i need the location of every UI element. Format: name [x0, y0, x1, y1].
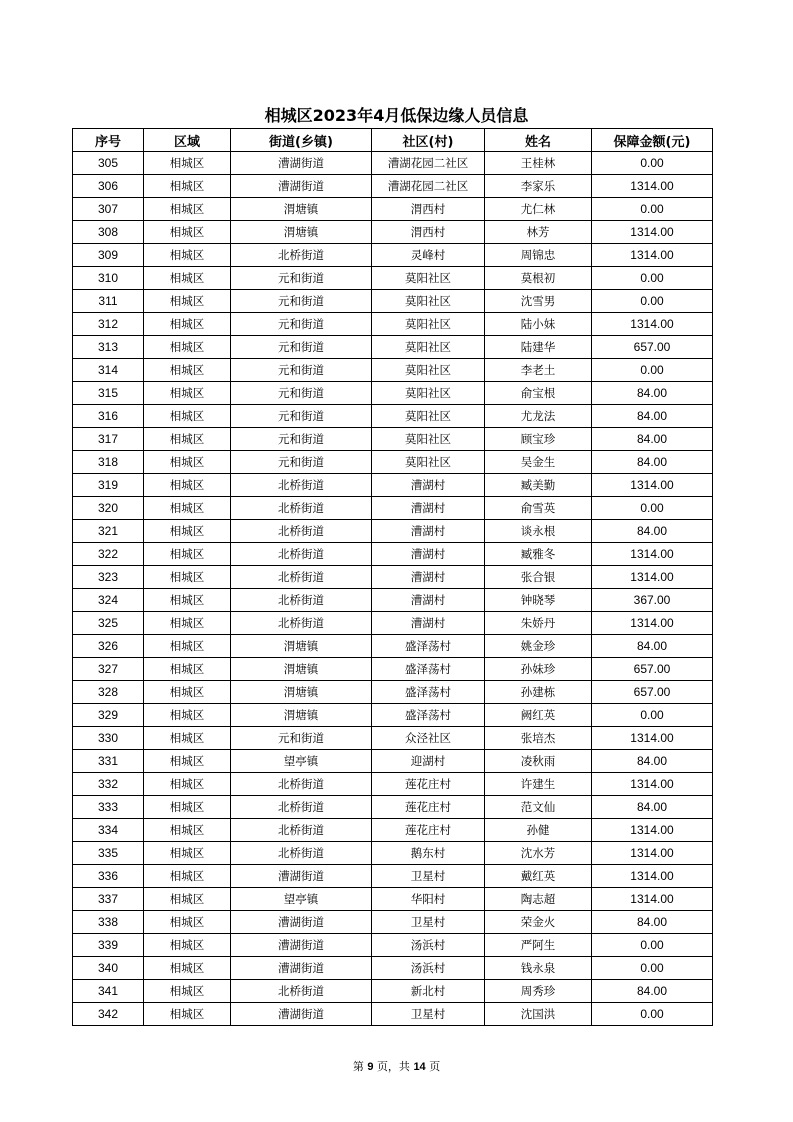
cell-index: 305	[73, 152, 144, 175]
cell-region: 相城区	[144, 152, 231, 175]
cell-index: 332	[73, 773, 144, 796]
table-row	[73, 865, 713, 888]
cell-street: 元和街道	[231, 359, 372, 382]
cell-community: 莫阳社区	[372, 428, 485, 451]
cell-community: 莫阳社区	[372, 405, 485, 428]
table-header-row	[73, 129, 713, 152]
cell-region: 相城区	[144, 842, 231, 865]
table-row	[73, 842, 713, 865]
cell-index: 336	[73, 865, 144, 888]
footer-middle: 页，共	[376, 1060, 410, 1073]
cell-amount: 1314.00	[592, 566, 713, 589]
table-row	[73, 819, 713, 842]
cell-amount: 84.00	[592, 520, 713, 543]
cell-region: 相城区	[144, 957, 231, 980]
cell-street: 元和街道	[231, 727, 372, 750]
cell-amount: 1314.00	[592, 313, 713, 336]
cell-name: 姚金珍	[485, 635, 592, 658]
cell-amount: 1314.00	[592, 773, 713, 796]
cell-region: 相城区	[144, 543, 231, 566]
cell-index: 338	[73, 911, 144, 934]
cell-name: 孙健	[485, 819, 592, 842]
cell-amount: 84.00	[592, 405, 713, 428]
cell-community: 莫阳社区	[372, 336, 485, 359]
cell-name: 李家乐	[485, 175, 592, 198]
table-row	[73, 750, 713, 773]
cell-community: 漕湖花园二社区	[372, 175, 485, 198]
cell-index: 309	[73, 244, 144, 267]
footer-prefix: 第	[352, 1060, 364, 1073]
cell-amount: 1314.00	[592, 175, 713, 198]
cell-index: 334	[73, 819, 144, 842]
table-row	[73, 474, 713, 497]
cell-street: 望亭镇	[231, 888, 372, 911]
cell-street: 漕湖街道	[231, 152, 372, 175]
table-row	[73, 612, 713, 635]
table-row	[73, 773, 713, 796]
cell-amount: 1314.00	[592, 543, 713, 566]
cell-index: 330	[73, 727, 144, 750]
cell-region: 相城区	[144, 911, 231, 934]
cell-community: 卫星村	[372, 911, 485, 934]
table-row	[73, 1003, 713, 1026]
table-row	[73, 244, 713, 267]
cell-amount: 84.00	[592, 428, 713, 451]
cell-street: 渭塘镇	[231, 635, 372, 658]
cell-region: 相城区	[144, 290, 231, 313]
cell-amount: 84.00	[592, 750, 713, 773]
table-row	[73, 221, 713, 244]
cell-community: 众泾社区	[372, 727, 485, 750]
cell-street: 北桥街道	[231, 980, 372, 1003]
header-amount: 保障金额(元)	[592, 129, 713, 152]
cell-name: 阙红英	[485, 704, 592, 727]
cell-amount: 1314.00	[592, 474, 713, 497]
cell-community: 莲花庄村	[372, 773, 485, 796]
cell-amount: 0.00	[592, 290, 713, 313]
cell-amount: 0.00	[592, 957, 713, 980]
cell-street: 北桥街道	[231, 474, 372, 497]
table-row	[73, 290, 713, 313]
cell-region: 相城区	[144, 635, 231, 658]
cell-amount: 84.00	[592, 635, 713, 658]
cell-community: 华阳村	[372, 888, 485, 911]
table-row	[73, 336, 713, 359]
cell-name: 周秀珍	[485, 980, 592, 1003]
table-row	[73, 405, 713, 428]
cell-name: 李老土	[485, 359, 592, 382]
cell-region: 相城区	[144, 428, 231, 451]
cell-region: 相城区	[144, 704, 231, 727]
page-footer	[0, 1058, 793, 1074]
cell-index: 341	[73, 980, 144, 1003]
cell-street: 漕湖街道	[231, 865, 372, 888]
cell-name: 顾宝珍	[485, 428, 592, 451]
cell-community: 灵峰村	[372, 244, 485, 267]
cell-street: 渭塘镇	[231, 198, 372, 221]
cell-index: 316	[73, 405, 144, 428]
cell-community: 漕湖村	[372, 543, 485, 566]
cell-name: 臧美勤	[485, 474, 592, 497]
cell-name: 张合银	[485, 566, 592, 589]
cell-street: 漕湖街道	[231, 934, 372, 957]
cell-region: 相城区	[144, 1003, 231, 1026]
table-row	[73, 198, 713, 221]
cell-index: 321	[73, 520, 144, 543]
cell-region: 相城区	[144, 796, 231, 819]
header-region: 区域	[144, 129, 231, 152]
cell-index: 314	[73, 359, 144, 382]
cell-region: 相城区	[144, 244, 231, 267]
cell-community: 漕湖村	[372, 589, 485, 612]
table-row	[73, 152, 713, 175]
cell-amount: 84.00	[592, 451, 713, 474]
cell-street: 北桥街道	[231, 589, 372, 612]
cell-index: 319	[73, 474, 144, 497]
cell-community: 新北村	[372, 980, 485, 1003]
cell-amount: 1314.00	[592, 865, 713, 888]
cell-index: 339	[73, 934, 144, 957]
cell-region: 相城区	[144, 980, 231, 1003]
cell-amount: 84.00	[592, 911, 713, 934]
table-row	[73, 957, 713, 980]
cell-index: 320	[73, 497, 144, 520]
cell-index: 322	[73, 543, 144, 566]
cell-index: 310	[73, 267, 144, 290]
cell-street: 元和街道	[231, 267, 372, 290]
cell-amount: 0.00	[592, 497, 713, 520]
cell-region: 相城区	[144, 773, 231, 796]
cell-street: 渭塘镇	[231, 704, 372, 727]
cell-index: 312	[73, 313, 144, 336]
cell-region: 相城区	[144, 474, 231, 497]
cell-index: 331	[73, 750, 144, 773]
cell-name: 钟晓琴	[485, 589, 592, 612]
cell-index: 327	[73, 658, 144, 681]
cell-street: 渭塘镇	[231, 658, 372, 681]
cell-street: 元和街道	[231, 336, 372, 359]
cell-street: 北桥街道	[231, 773, 372, 796]
cell-name: 戴红英	[485, 865, 592, 888]
cell-region: 相城区	[144, 612, 231, 635]
footer-suffix: 页	[429, 1060, 441, 1073]
table-row	[73, 451, 713, 474]
cell-region: 相城区	[144, 359, 231, 382]
cell-amount: 84.00	[592, 796, 713, 819]
cell-index: 318	[73, 451, 144, 474]
cell-index: 340	[73, 957, 144, 980]
cell-name: 张培杰	[485, 727, 592, 750]
table-row	[73, 658, 713, 681]
cell-amount: 657.00	[592, 658, 713, 681]
cell-amount: 0.00	[592, 934, 713, 957]
cell-index: 307	[73, 198, 144, 221]
cell-amount: 657.00	[592, 681, 713, 704]
cell-index: 311	[73, 290, 144, 313]
cell-amount: 84.00	[592, 382, 713, 405]
cell-region: 相城区	[144, 497, 231, 520]
cell-amount: 0.00	[592, 198, 713, 221]
cell-region: 相城区	[144, 520, 231, 543]
table-row	[73, 589, 713, 612]
table-row	[73, 635, 713, 658]
cell-street: 北桥街道	[231, 566, 372, 589]
cell-amount: 1314.00	[592, 842, 713, 865]
cell-street: 漕湖街道	[231, 175, 372, 198]
table-row	[73, 727, 713, 750]
cell-name: 周锦忠	[485, 244, 592, 267]
cell-community: 漕湖村	[372, 520, 485, 543]
cell-amount: 1314.00	[592, 612, 713, 635]
cell-name: 臧雅冬	[485, 543, 592, 566]
cell-street: 北桥街道	[231, 520, 372, 543]
table-row	[73, 497, 713, 520]
cell-community: 莫阳社区	[372, 451, 485, 474]
cell-index: 335	[73, 842, 144, 865]
cell-community: 卫星村	[372, 1003, 485, 1026]
cell-street: 北桥街道	[231, 244, 372, 267]
cell-community: 盛泽荡村	[372, 681, 485, 704]
cell-region: 相城区	[144, 221, 231, 244]
cell-region: 相城区	[144, 405, 231, 428]
cell-community: 莫阳社区	[372, 382, 485, 405]
cell-region: 相城区	[144, 336, 231, 359]
cell-region: 相城区	[144, 658, 231, 681]
table-row	[73, 566, 713, 589]
cell-name: 陶志超	[485, 888, 592, 911]
cell-region: 相城区	[144, 865, 231, 888]
cell-amount: 0.00	[592, 704, 713, 727]
cell-street: 元和街道	[231, 313, 372, 336]
cell-amount: 0.00	[592, 152, 713, 175]
data-table	[72, 128, 713, 1026]
cell-index: 324	[73, 589, 144, 612]
cell-street: 望亭镇	[231, 750, 372, 773]
cell-community: 莫阳社区	[372, 267, 485, 290]
cell-street: 元和街道	[231, 428, 372, 451]
cell-region: 相城区	[144, 819, 231, 842]
table-row	[73, 980, 713, 1003]
cell-name: 孙建栋	[485, 681, 592, 704]
cell-name: 荣金火	[485, 911, 592, 934]
cell-index: 323	[73, 566, 144, 589]
cell-name: 严阿生	[485, 934, 592, 957]
cell-region: 相城区	[144, 566, 231, 589]
cell-community: 卫星村	[372, 865, 485, 888]
table-row	[73, 428, 713, 451]
table-row	[73, 313, 713, 336]
cell-region: 相城区	[144, 888, 231, 911]
cell-region: 相城区	[144, 681, 231, 704]
cell-index: 328	[73, 681, 144, 704]
cell-index: 337	[73, 888, 144, 911]
cell-region: 相城区	[144, 589, 231, 612]
cell-index: 315	[73, 382, 144, 405]
cell-region: 相城区	[144, 175, 231, 198]
cell-amount: 367.00	[592, 589, 713, 612]
cell-amount: 0.00	[592, 1003, 713, 1026]
cell-street: 北桥街道	[231, 543, 372, 566]
table-row	[73, 520, 713, 543]
cell-community: 鹅东村	[372, 842, 485, 865]
cell-name: 王桂林	[485, 152, 592, 175]
cell-street: 漕湖街道	[231, 1003, 372, 1026]
cell-street: 漕湖街道	[231, 911, 372, 934]
cell-community: 莫阳社区	[372, 313, 485, 336]
cell-community: 莫阳社区	[372, 290, 485, 313]
cell-name: 谈永根	[485, 520, 592, 543]
header-street: 街道(乡镇)	[231, 129, 372, 152]
cell-community: 盛泽荡村	[372, 658, 485, 681]
cell-community: 渭西村	[372, 221, 485, 244]
cell-street: 北桥街道	[231, 819, 372, 842]
cell-street: 北桥街道	[231, 842, 372, 865]
cell-name: 沈雪男	[485, 290, 592, 313]
cell-name: 尤仁林	[485, 198, 592, 221]
cell-community: 盛泽荡村	[372, 635, 485, 658]
cell-name: 吴金生	[485, 451, 592, 474]
table-row	[73, 175, 713, 198]
table-row	[73, 911, 713, 934]
cell-street: 元和街道	[231, 451, 372, 474]
cell-name: 俞宝根	[485, 382, 592, 405]
cell-street: 北桥街道	[231, 497, 372, 520]
cell-community: 汤浜村	[372, 957, 485, 980]
table-row	[73, 543, 713, 566]
cell-name: 沈国洪	[485, 1003, 592, 1026]
table-row	[73, 934, 713, 957]
table-row	[73, 704, 713, 727]
cell-amount: 1314.00	[592, 727, 713, 750]
cell-region: 相城区	[144, 934, 231, 957]
table-row	[73, 796, 713, 819]
cell-street: 北桥街道	[231, 796, 372, 819]
header-community: 社区(村)	[372, 129, 485, 152]
cell-community: 迎湖村	[372, 750, 485, 773]
header-index: 序号	[73, 129, 144, 152]
cell-index: 313	[73, 336, 144, 359]
cell-name: 陆建华	[485, 336, 592, 359]
cell-community: 漕湖花园二社区	[372, 152, 485, 175]
cell-index: 306	[73, 175, 144, 198]
cell-index: 333	[73, 796, 144, 819]
table-row	[73, 267, 713, 290]
cell-street: 渭塘镇	[231, 221, 372, 244]
cell-street: 元和街道	[231, 290, 372, 313]
cell-community: 盛泽荡村	[372, 704, 485, 727]
cell-region: 相城区	[144, 313, 231, 336]
cell-region: 相城区	[144, 198, 231, 221]
cell-index: 342	[73, 1003, 144, 1026]
table-row	[73, 888, 713, 911]
table-row	[73, 681, 713, 704]
cell-name: 钱永泉	[485, 957, 592, 980]
cell-community: 漕湖村	[372, 497, 485, 520]
cell-name: 林芳	[485, 221, 592, 244]
cell-community: 莫阳社区	[372, 359, 485, 382]
cell-region: 相城区	[144, 451, 231, 474]
cell-region: 相城区	[144, 382, 231, 405]
cell-name: 许建生	[485, 773, 592, 796]
cell-amount: 0.00	[592, 359, 713, 382]
cell-community: 漕湖村	[372, 612, 485, 635]
cell-name: 莫根初	[485, 267, 592, 290]
cell-community: 汤浜村	[372, 934, 485, 957]
cell-index: 326	[73, 635, 144, 658]
cell-amount: 84.00	[592, 980, 713, 1003]
header-name: 姓名	[485, 129, 592, 152]
footer-page-number: 9	[367, 1061, 374, 1073]
cell-name: 凌秋雨	[485, 750, 592, 773]
cell-region: 相城区	[144, 267, 231, 290]
cell-name: 尤龙法	[485, 405, 592, 428]
cell-name: 范文仙	[485, 796, 592, 819]
cell-name: 沈水芳	[485, 842, 592, 865]
cell-community: 莲花庄村	[372, 819, 485, 842]
footer-total-pages: 14	[413, 1061, 426, 1073]
cell-name: 陆小妹	[485, 313, 592, 336]
cell-amount: 1314.00	[592, 244, 713, 267]
cell-amount: 1314.00	[592, 819, 713, 842]
cell-name: 朱娇丹	[485, 612, 592, 635]
cell-street: 漕湖街道	[231, 957, 372, 980]
table-row	[73, 382, 713, 405]
cell-street: 元和街道	[231, 405, 372, 428]
cell-index: 317	[73, 428, 144, 451]
cell-name: 孙妹珍	[485, 658, 592, 681]
cell-street: 元和街道	[231, 382, 372, 405]
cell-index: 325	[73, 612, 144, 635]
cell-name: 俞雪英	[485, 497, 592, 520]
cell-index: 329	[73, 704, 144, 727]
cell-amount: 657.00	[592, 336, 713, 359]
table-row	[73, 359, 713, 382]
cell-community: 渭西村	[372, 198, 485, 221]
cell-street: 渭塘镇	[231, 681, 372, 704]
cell-community: 漕湖村	[372, 474, 485, 497]
cell-region: 相城区	[144, 727, 231, 750]
cell-region: 相城区	[144, 750, 231, 773]
cell-amount: 1314.00	[592, 888, 713, 911]
cell-amount: 0.00	[592, 267, 713, 290]
cell-community: 漕湖村	[372, 566, 485, 589]
document-title: 相城区2023年4月低保边缘人员信息	[264, 106, 529, 125]
cell-street: 北桥街道	[231, 612, 372, 635]
cell-community: 莲花庄村	[372, 796, 485, 819]
cell-index: 308	[73, 221, 144, 244]
cell-amount: 1314.00	[592, 221, 713, 244]
